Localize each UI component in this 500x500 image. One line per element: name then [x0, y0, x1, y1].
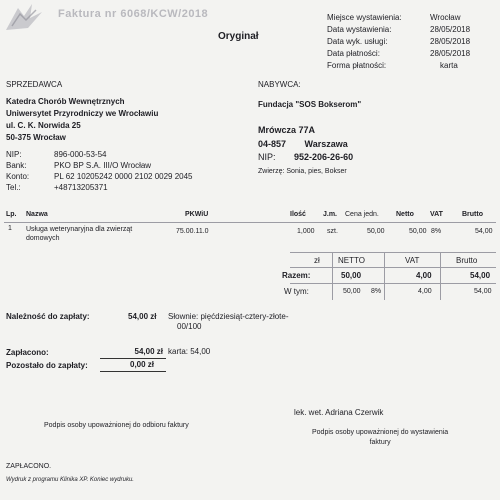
seller-tel-label: Tel.: [6, 183, 21, 192]
seller-details [6, 149, 193, 193]
summary-razem-brutto: 54,00 [470, 271, 491, 280]
summary-vline [332, 252, 333, 300]
seller-line: Uniwersytet Przyrodniczy we Wrocławiu [6, 109, 159, 118]
meta-label: Forma płatności: [327, 61, 387, 70]
meta-label: Data płatności: [327, 49, 380, 58]
seller-line: ul. C. K. Norwida 25 [6, 121, 81, 130]
meta-value: karta [440, 61, 458, 70]
meta-value: 28/05/2018 [430, 25, 471, 34]
issuer-caption-line: faktury [369, 439, 391, 446]
summary-header-vat: VAT [405, 256, 420, 265]
paid-underline [100, 358, 166, 359]
buyer-heading: NABYWCA: [258, 80, 301, 89]
seller-line: Katedra Chorób Wewnętrznych [6, 97, 125, 106]
seller-heading: SPRZEDAWCA [6, 80, 63, 89]
cell-brutto: 54,00 [475, 228, 493, 235]
university-logo-icon [2, 2, 48, 34]
buyer-nip-line [258, 152, 353, 162]
buyer-nip: 952-206-26-60 [294, 152, 354, 162]
amount-in-words [168, 312, 289, 332]
cell-price: 50,00 [367, 228, 385, 235]
meta-value: 28/05/2018 [430, 37, 471, 46]
cell-pkwiu: 75.00.11.0 [176, 228, 209, 235]
cell-netto: 50,00 [409, 228, 427, 235]
cell-name-line: Usługa weterynaryjna dla zwierząt [26, 226, 133, 233]
buyer-city-line [258, 139, 348, 149]
seller-address [6, 96, 158, 144]
cell-name [26, 225, 132, 243]
summary-razem-vat: 4,00 [416, 271, 432, 280]
col-header-qty: Ilość [290, 211, 306, 218]
col-header-vat: VAT [430, 211, 443, 218]
remaining-label: Pozostało do zapłaty: [6, 361, 88, 370]
paid-method: karta: 54,00 [168, 347, 211, 356]
summary-wtym-label: W tym: [284, 287, 309, 296]
cell-qty: 1,000 [297, 228, 315, 235]
amount-words-line: pięćdziesiąt-cztery-złote- [200, 312, 289, 321]
col-header-pkwiu: PKWiU [185, 211, 209, 218]
amount-due-value: 54,00 zł [128, 312, 157, 321]
cell-vat: 8% [431, 228, 442, 235]
summary-top-divider [290, 252, 496, 253]
col-header-price: Cena jedn. [345, 211, 379, 218]
summary-razem-netto: 50,00 [341, 271, 362, 280]
summary-currency: zł [314, 256, 320, 265]
seller-line: 50-375 Wrocław [6, 133, 66, 142]
col-header-lp: Lp. [6, 211, 17, 218]
buyer-street: Mrówcza 77A [258, 125, 316, 135]
remaining-underline [100, 371, 166, 372]
paid-value: 54,00 zł [134, 347, 163, 356]
seller-nip-label: NIP: [6, 150, 22, 159]
summary-wtym-netto: 50,00 [343, 288, 361, 295]
summary-header-divider [290, 267, 496, 268]
table-header-divider [4, 222, 496, 223]
seller-account: PL 62 10205242 0000 2102 0029 2045 [54, 172, 193, 181]
summary-header-brutto: Brutto [456, 256, 478, 265]
paid-label: Zapłacono: [6, 348, 49, 357]
issuer-name: lek. wet. Adriana Czerwik [294, 408, 384, 417]
remaining-value: 0,00 zł [130, 360, 155, 369]
summary-wtym-vat: 4,00 [418, 288, 432, 295]
document-title: Oryginał [218, 31, 259, 42]
seller-nip: 896-000-53-54 [54, 150, 107, 159]
meta-label: Miejsce wystawienia: [327, 13, 402, 22]
buyer-animal-note: Zwierzę: Sonia, pies, Bokser [258, 168, 347, 175]
col-header-name: Nazwa [26, 211, 48, 218]
meta-value: 28/05/2018 [430, 49, 471, 58]
cell-unit: szt. [327, 228, 338, 235]
summary-vline [384, 252, 385, 300]
summary-razem-label: Razem: [282, 271, 311, 280]
seller-bank: PKO BP S.A. III/O Wrocław [54, 161, 152, 170]
summary-wtym-rate: 8% [371, 288, 382, 295]
meta-value: Wrocław [430, 13, 461, 22]
amount-words-line: 00/100 [177, 322, 202, 331]
issuer-caption-line: Podpis osoby upoważnionej do wystawienia [312, 429, 449, 436]
col-header-netto: Netto [396, 211, 414, 218]
amount-words-label: Słownie: [168, 312, 199, 321]
summary-header-netto: NETTO [338, 256, 365, 265]
issuer-signature-caption [312, 428, 448, 448]
summary-vline [440, 252, 441, 300]
summary-mid-divider [290, 283, 496, 284]
receiver-signature-caption: Podpis osoby upoważnionej do odbioru faktury [44, 422, 189, 429]
printout-note: Wydruk z programu Klinika XP. Koniec wydruku. [6, 477, 134, 483]
buyer-name: Fundacja "SOS Bokserom" [258, 100, 362, 109]
invoice-meta [327, 12, 470, 72]
amount-due-label: Należność do zapłaty: [6, 312, 90, 321]
col-header-brutto: Brutto [462, 211, 483, 218]
cell-lp: 1 [8, 225, 12, 232]
meta-label: Data wyk. usługi: [327, 37, 388, 46]
paid-stamp: ZAPŁACONO. [6, 463, 52, 470]
buyer-postal: 04-857 [258, 139, 287, 149]
col-header-unit: J.m. [323, 211, 338, 218]
summary-wtym-brutto: 54,00 [474, 288, 492, 295]
buyer-nip-label: NIP: [258, 152, 276, 162]
invoice-number-watermark: Faktura nr 6068/KCW/2018 [58, 8, 209, 20]
meta-label: Data wystawienia: [327, 25, 392, 34]
seller-tel: +48713205371 [54, 183, 108, 192]
buyer-city: Warszawa [304, 139, 348, 149]
seller-bank-label: Bank: [6, 161, 27, 170]
seller-account-label: Konto: [6, 172, 30, 181]
cell-name-line: domowych [26, 235, 60, 242]
